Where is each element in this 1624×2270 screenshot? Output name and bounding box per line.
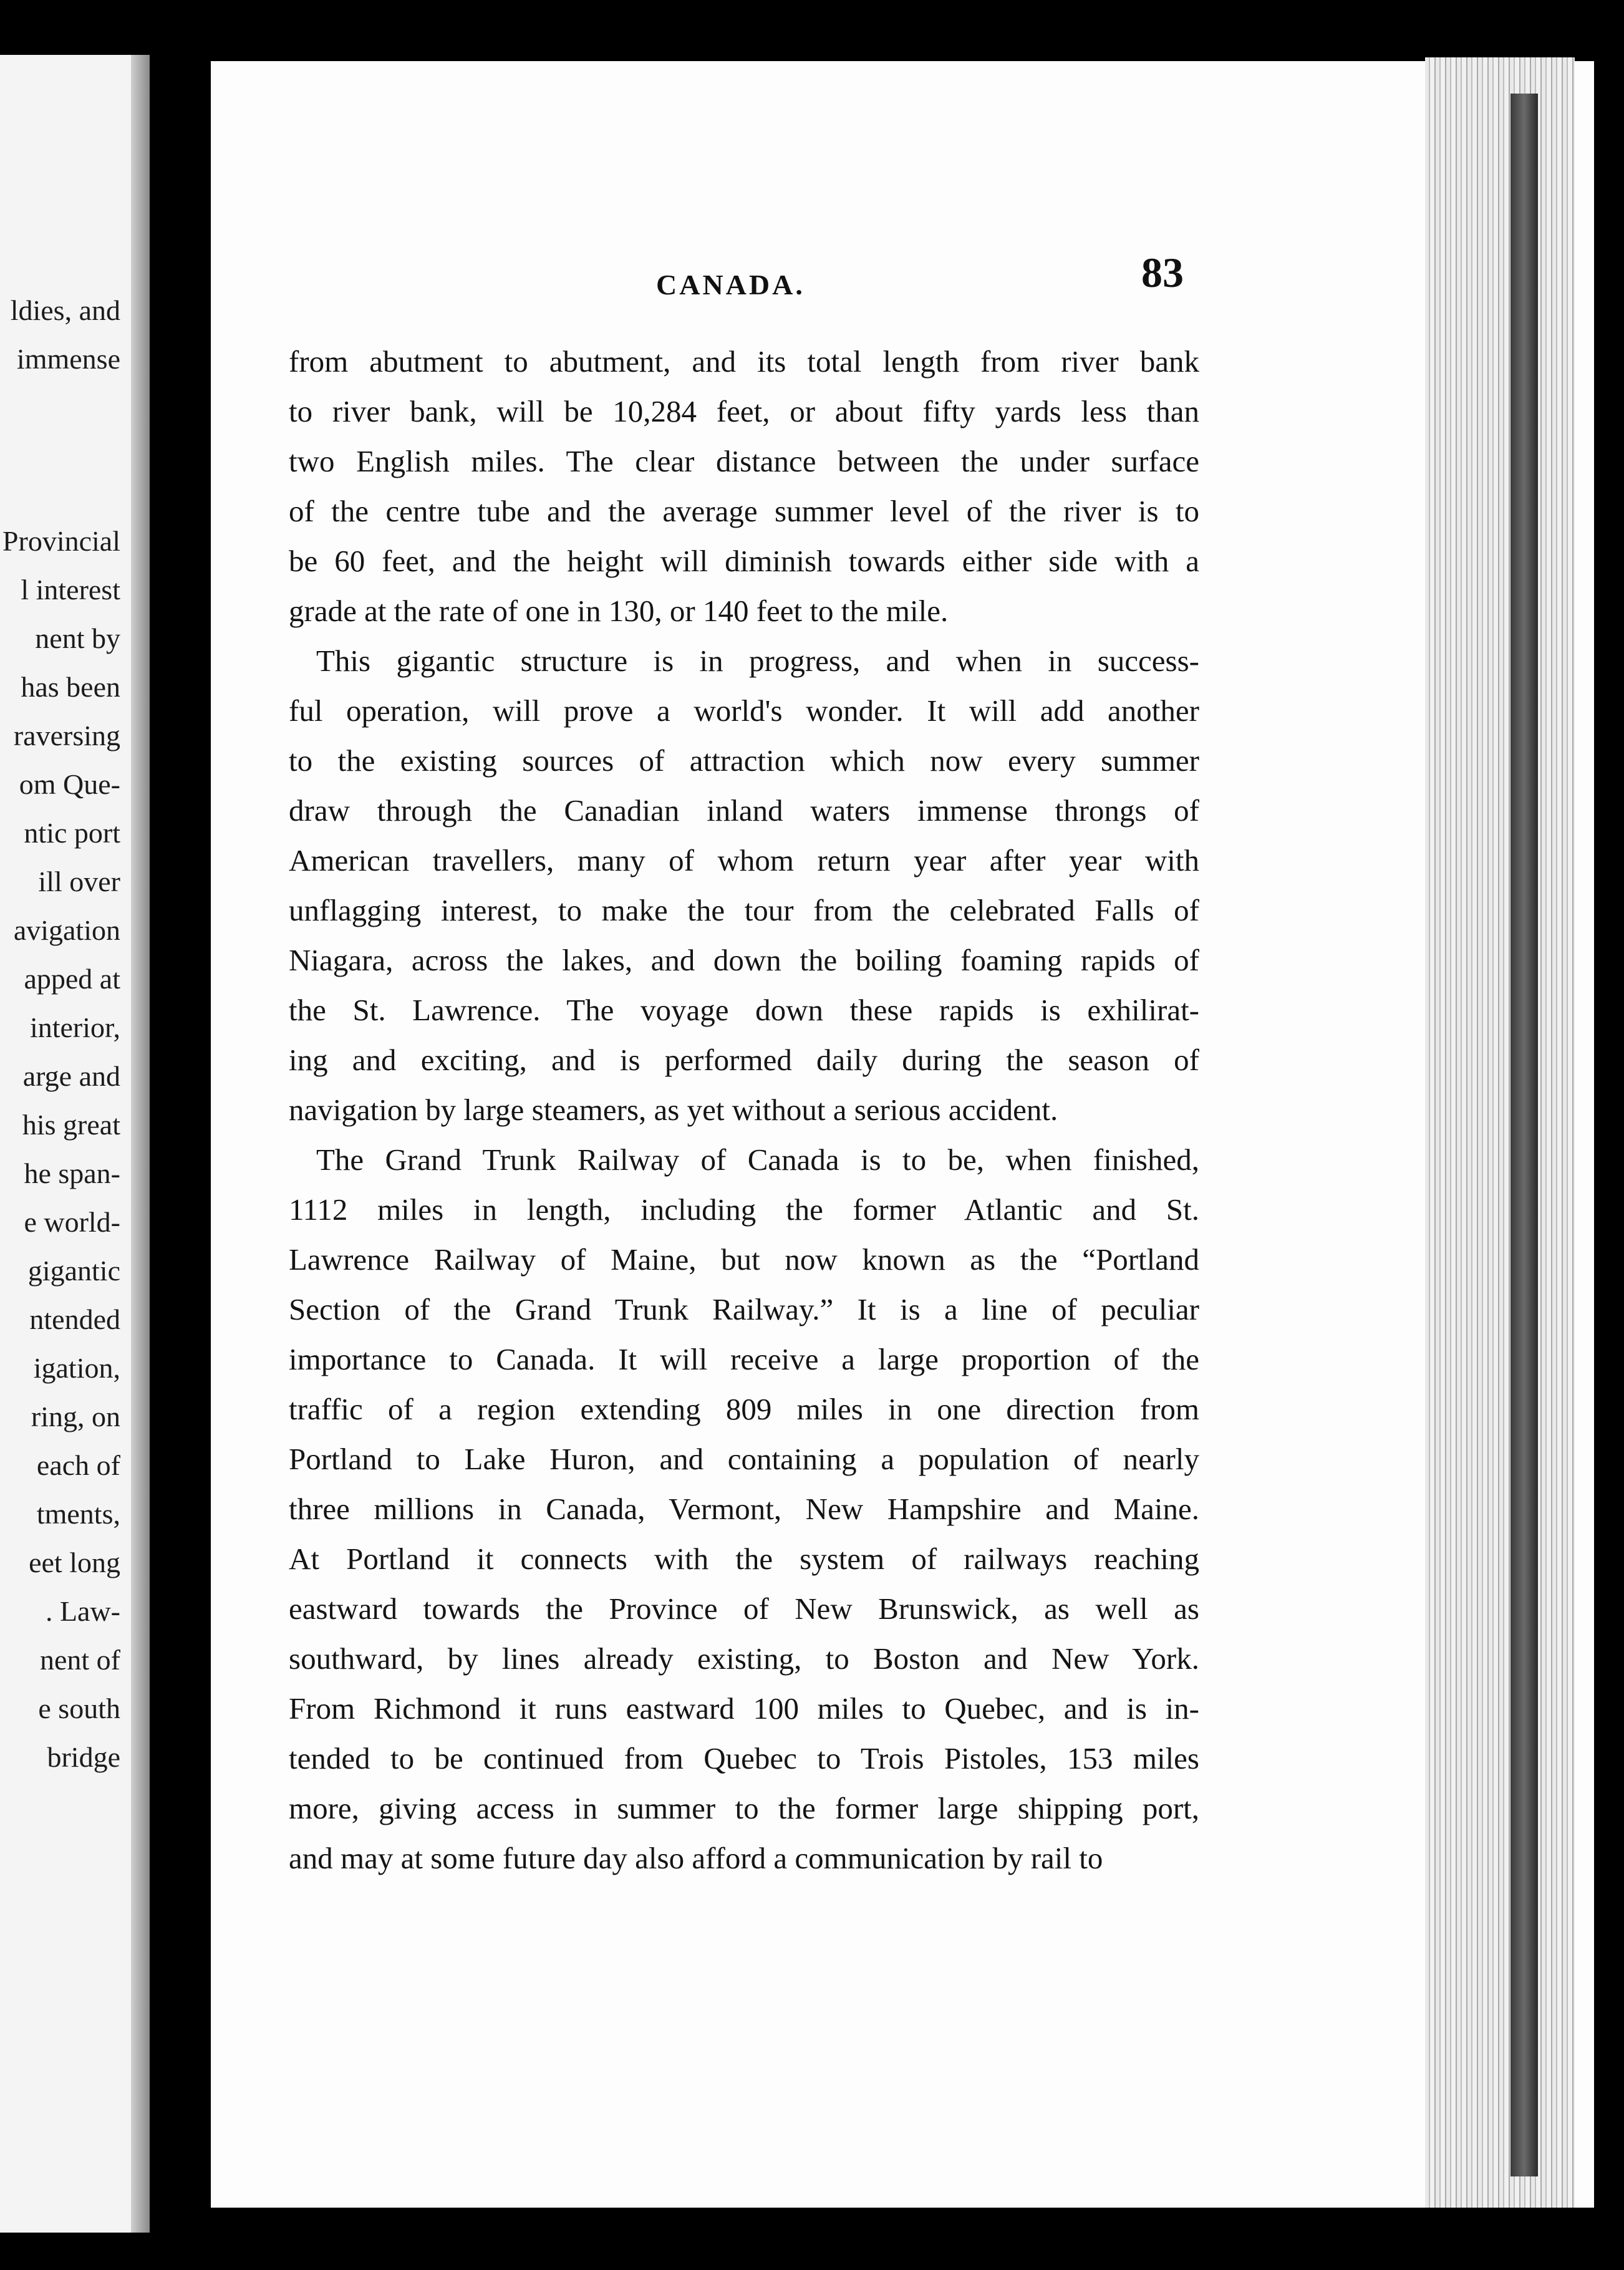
left-page-line: ntended [29,1303,120,1335]
text-line: From Richmond it runs eastward 100 miles to Quebec, and is in- [289,1691,1199,1726]
text-line: southward, by lines already existing, to Boston and New York. [289,1641,1199,1676]
left-page-line: gigantic [27,1255,120,1287]
left-page-line: ldies, and [10,294,120,326]
left-page-line: nent of [39,1644,120,1676]
running-head: CANADA. [656,269,805,301]
left-page-line: bridge [47,1741,120,1773]
text-line: Portland to Lake Huron, and containing a population of nearly [289,1442,1199,1476]
left-page-line: e world- [24,1206,120,1238]
text-line: ing and exciting, and is performed daily during the season of [289,1043,1199,1077]
text-line: grade at the rate of one in 130, or 140 feet to the mile. [289,594,949,628]
text-line: Section of the Grand Trunk Railway.” It is a line of peculiar [289,1292,1199,1326]
left-page-line: interior, [29,1012,120,1043]
left-page-line: arge and [22,1060,120,1092]
paragraph [289,337,1199,636]
text-line: 1112 miles in length, including the former Atlantic and St. [289,1192,1199,1227]
text-line: The Grand Trunk Railway of Canada is to be, when finished, [316,1142,1199,1177]
text-line: navigation by large steamers, as yet without a serious accident. [289,1093,1058,1127]
text-line: be 60 feet, and the height will diminish towards either side with a [289,544,1199,578]
left-page-line: . Law- [45,1595,120,1627]
text-line: importance to Canada. It will receive a large proportion of the [289,1342,1199,1376]
text-line: more, giving access in summer to the former large shipping port, [289,1791,1199,1825]
left-page-line: Provincial [2,525,120,557]
left-page-line: ill over [38,866,120,897]
page-number: 83 [1141,249,1184,296]
left-page-line: he span- [24,1157,120,1189]
page-edges-stack [1425,57,1575,2208]
text-line: to river bank, will be 10,284 feet, or about fifty yards less than [289,394,1199,428]
text-line: American travellers, many of whom return year after year with [289,843,1199,877]
page-edges-shadow [1510,94,1538,2176]
left-page-line: igation, [33,1352,120,1384]
text-line: two English miles. The clear distance between the under surface [289,444,1199,478]
body-text [289,337,1199,1883]
left-page-line: his great [22,1109,120,1141]
left-page-line: e south [38,1693,120,1724]
left-page-line: each of [36,1449,120,1481]
left-page-line: avigation [13,914,120,946]
left-page-line: immense [16,343,120,375]
left-page-line: has been [21,671,120,703]
text-line: Lawrence Railway of Maine, but now known as the “Portland [289,1242,1199,1277]
paragraph [289,1135,1199,1883]
text-line: to the existing sources of attraction which now every summer [289,743,1199,778]
text-line: unflagging interest, to make the tour from the celebrated Falls of [289,893,1199,927]
left-page-line: raversing [13,720,120,751]
text-line: tended to be continued from Quebec to Trois Pistoles, 153 miles [289,1741,1199,1775]
left-facing-page [0,55,147,2233]
text-line: eastward towards the Province of New Brunswick, as well as [289,1591,1199,1626]
text-line: draw through the Canadian inland waters immense throngs of [289,793,1199,828]
text-line: three millions in Canada, Vermont, New Hampshire and Maine. [289,1492,1199,1526]
left-page-line: nent by [35,622,120,654]
left-page-line: ntic port [24,817,120,849]
left-page-line: ring, on [31,1401,120,1432]
text-line: At Portland it connects with the system of railways reaching [289,1542,1199,1576]
text-line: and may at some future day also afford a communication by rail to [289,1841,1103,1875]
book-gutter-shadow [131,55,150,2233]
left-page-line: l interest [21,574,120,606]
text-line: the St. Lawrence. The voyage down these rapids is exhilirat- [289,993,1199,1027]
text-line: ful operation, will prove a world's wonder. It will add another [289,693,1199,728]
text-line: This gigantic structure is in progress, and when in success- [316,644,1199,678]
text-line: traffic of a region extending 809 miles in one direction from [289,1392,1199,1426]
text-line: of the centre tube and the average summer level of the river is to [289,494,1199,528]
text-line: Niagara, across the lakes, and down the boiling foaming rapids of [289,943,1199,977]
left-page-line: apped at [24,963,120,995]
left-page-line: eet long [29,1547,120,1578]
left-page-line: tments, [36,1498,120,1530]
text-line: from abutment to abutment, and its total length from river bank [289,344,1199,379]
left-page-line: om Que- [19,768,120,800]
paragraph [289,636,1199,1135]
